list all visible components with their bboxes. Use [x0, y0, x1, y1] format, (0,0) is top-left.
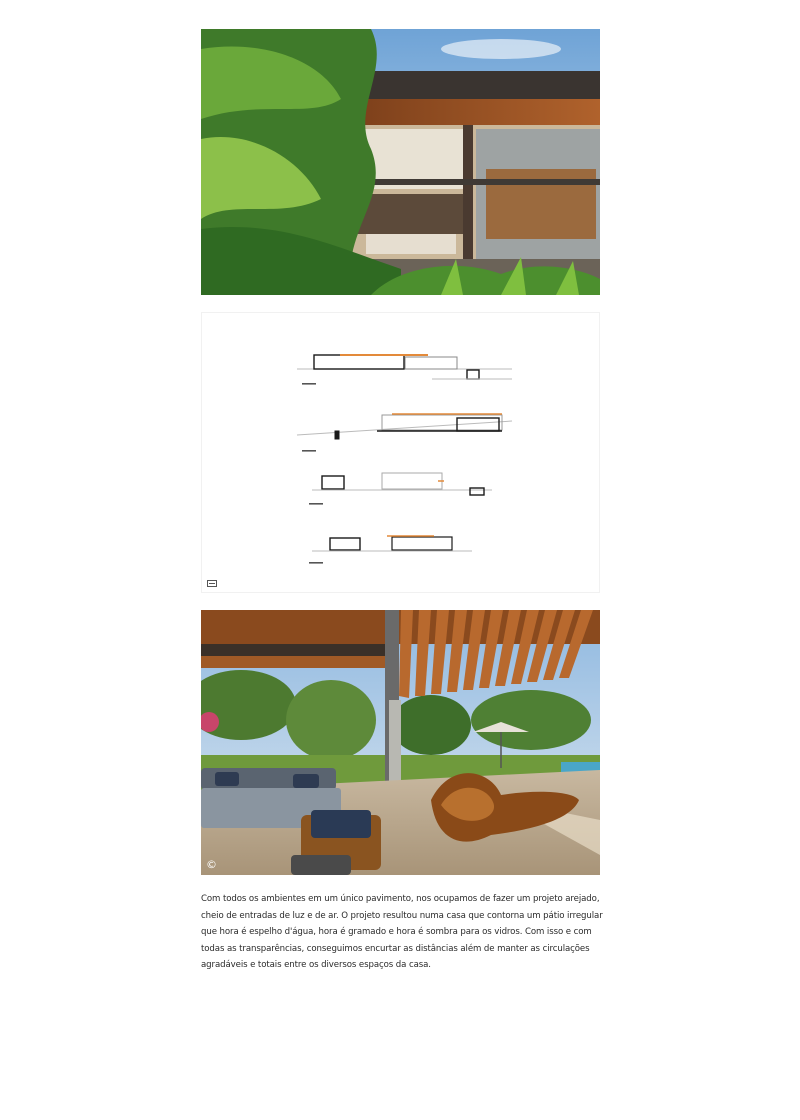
expand-icon[interactable] — [206, 579, 218, 589]
expand-glyph — [207, 580, 217, 588]
article-paragraph: Com todos os ambientes em um único pavimento, nos ocupamos de fazer um projeto arejado, cheio de entradas de luz e de ar. O projeto resultou numa casa que contorna um pátio irregular que hora é espelho d'água, hora é gramado e hora é sombra para os vidros. Com isso e com todas as transparências, conseguimos encurtar as distâncias além de manter as circulações agradáveis e totais entre os diversos espaços da casa. — [201, 894, 603, 971]
terrace-illustration — [201, 610, 600, 875]
house-exterior-photo[interactable] — [201, 29, 600, 295]
copyright-icon — [205, 858, 218, 871]
copyright-symbol: © — [206, 858, 217, 871]
architectural-sections-drawing[interactable] — [201, 312, 600, 593]
terrace-photo[interactable] — [201, 610, 600, 875]
house-exterior-illustration — [201, 29, 600, 295]
sections-illustration — [202, 313, 599, 592]
